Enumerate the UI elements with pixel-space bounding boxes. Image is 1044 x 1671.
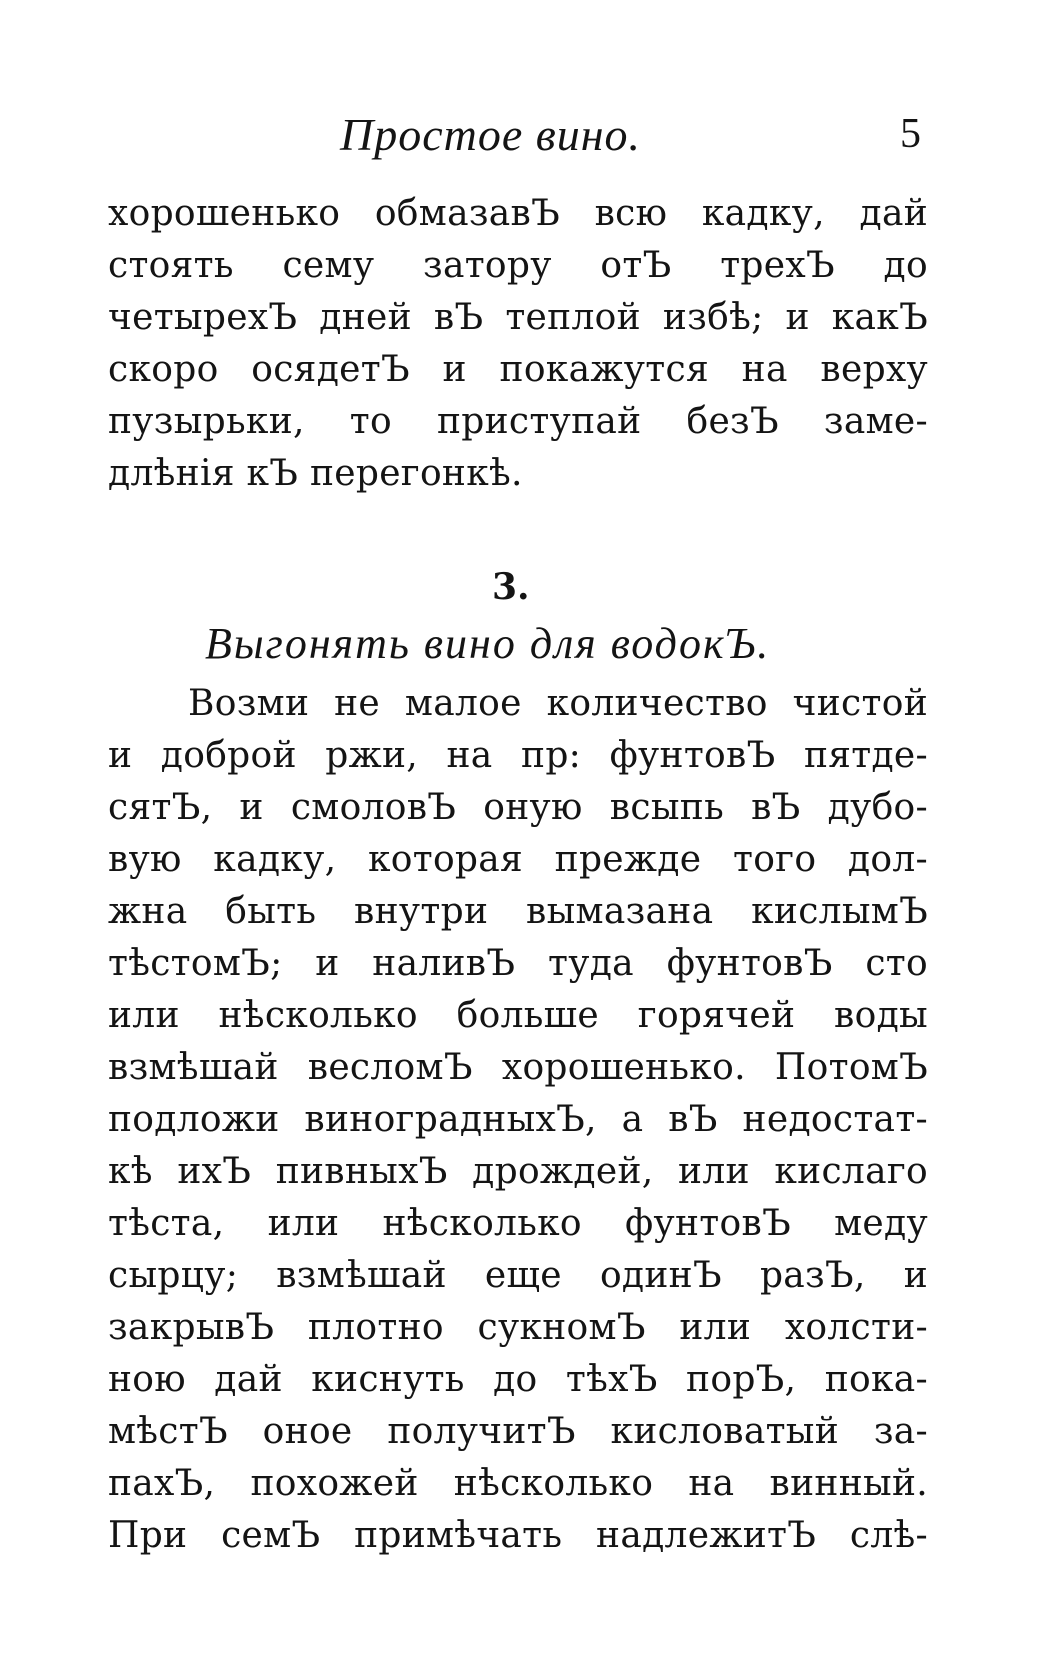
text-line: Возми не малое количество чистой <box>188 683 928 724</box>
page-number: 5 <box>900 111 921 157</box>
text-line: сырцу; взмѣшай еще одинЪ разЪ, и <box>108 1255 928 1296</box>
text-line: тѣста, или нѣсколько фунтовЪ меду <box>108 1203 928 1244</box>
text-line: пузырьки, то приступай безЪ заме- <box>108 401 928 442</box>
section-number: 3. <box>492 566 530 608</box>
text-line: пахЪ, похожей нѣсколько на винный. <box>108 1463 928 1504</box>
text-line: тѣстомЪ; и наливЪ туда фунтовЪ сто <box>108 943 928 984</box>
text-line: кѣ ихЪ пивныхЪ дрождей, или кислаго <box>108 1151 928 1192</box>
text-line: ною дай киснуть до тѣхЪ порЪ, пока- <box>108 1359 928 1400</box>
text-line: или нѣсколько больше горячей воды <box>108 995 928 1036</box>
text-line: четырехЪ дней вЪ теплой избѣ; и какЪ <box>108 297 928 338</box>
text-line: сятЪ, и смоловЪ оную всыпь вЪ дубо- <box>108 787 928 828</box>
text-line: хорошенько обмазавЪ всю кадку, дай <box>108 193 928 234</box>
text-line: подложи виноградныхЪ, а вЪ недостат- <box>108 1099 928 1140</box>
text-line: жна быть внутри вымазана кислымЪ <box>108 891 928 932</box>
text-line: При семЪ примѣчать надлежитЪ слѣ- <box>108 1515 928 1556</box>
text-line: мѣстЪ оное получитЪ кисловатый за- <box>108 1411 928 1452</box>
running-title: Простое вино. <box>340 109 642 160</box>
text-line: длѣнія кЪ перегонкѣ. <box>108 453 523 494</box>
section-title: Выгонять вино для водокЪ. <box>205 619 771 668</box>
text-line: стоять сему затору отЪ трехЪ до <box>108 245 928 286</box>
text-line: скоро осядетЪ и покажутся на верху <box>108 349 928 390</box>
text-line: вую кадку, которая прежде того дол- <box>108 839 928 880</box>
text-line: закрывЪ плотно сукномЪ или холсти- <box>108 1307 928 1348</box>
text-line: взмѣшай весломЪ хорошенько. ПотомЪ <box>108 1047 928 1088</box>
text-line: и доброй ржи, на пр: фунтовЪ пятде- <box>108 735 928 776</box>
